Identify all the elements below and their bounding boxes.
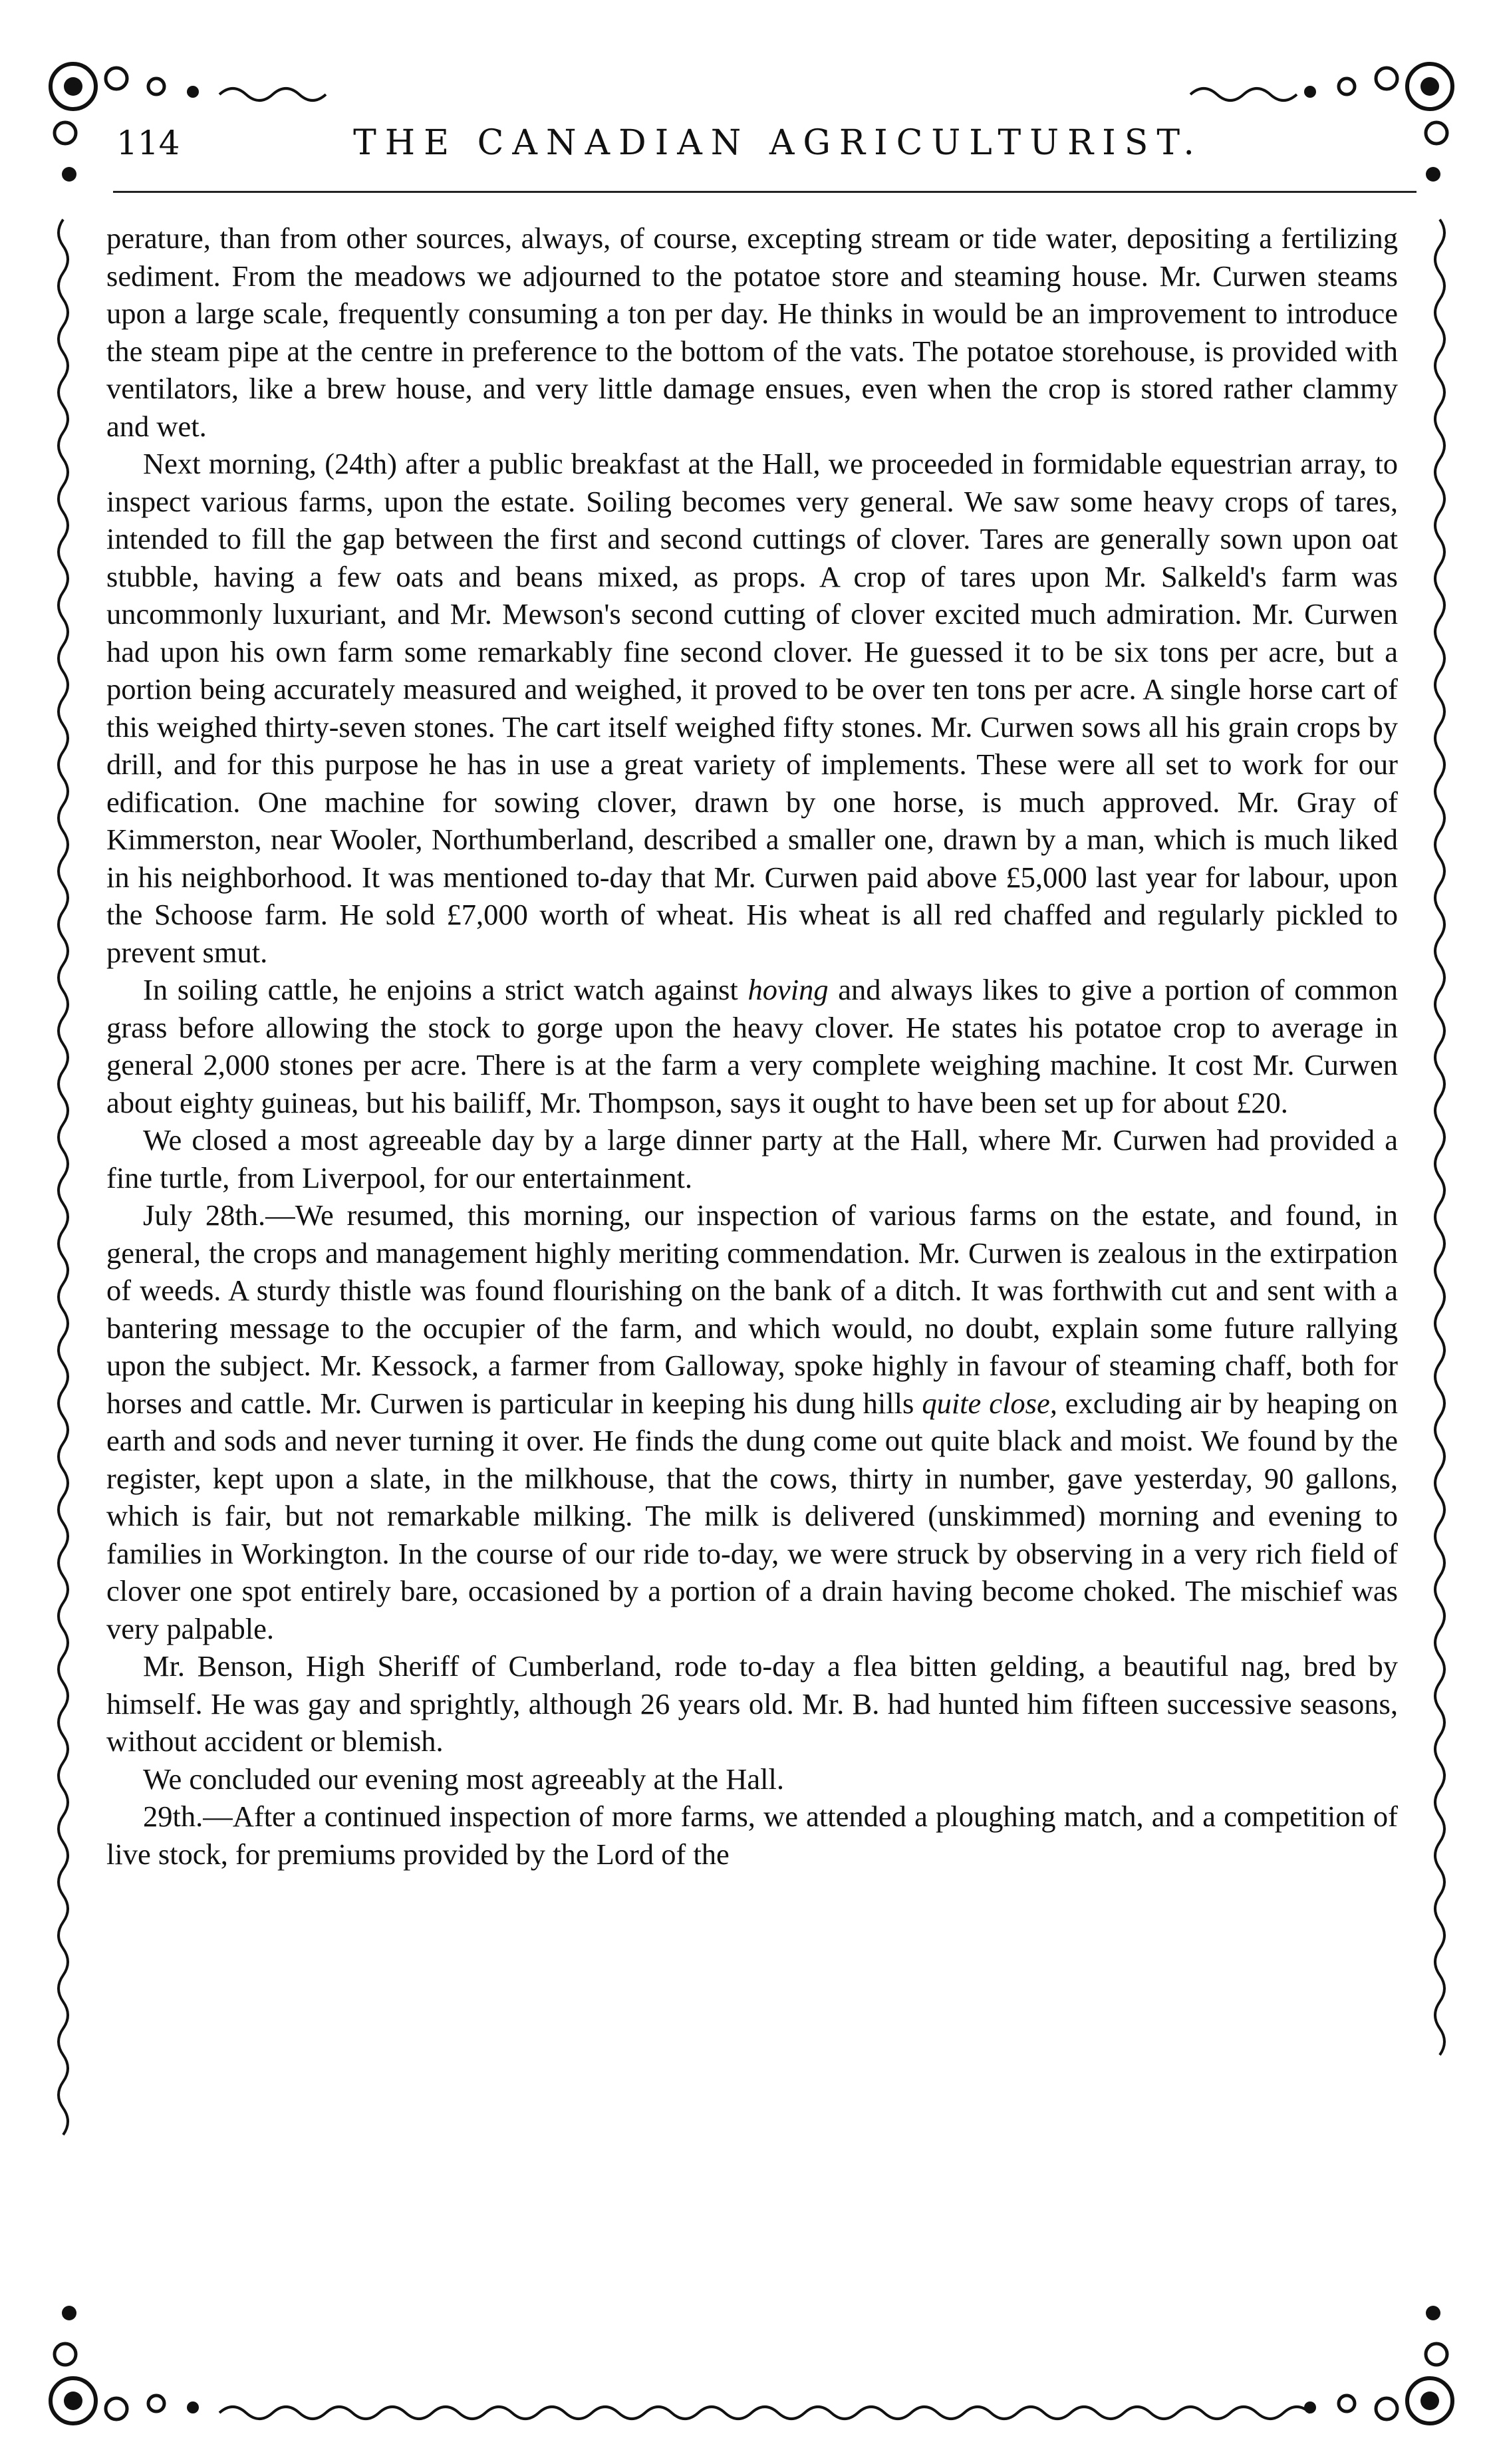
paragraph-1: perature, than from other sources, always, of course, excepting stream or tide water, depositing a fertilizing sediment. From the meadows we adjourned to the potatoe store and steaming house. Mr. Curwen steams upon a large scale, frequently consuming a ton per day. He thinks in would be an improvement to introduce the steam pipe at the centre in preference to the bottom of the vats. The potatoe storehouse, is provided with ventilators, like a brew house, and very little damage ensues, even when the crop is stored rather clammy and wet. — [106, 221, 1398, 443]
article-body — [106, 219, 1398, 2407]
page-number: 114 — [116, 124, 180, 162]
paragraph-2: Next morning, (24th) after a public breakfast at the Hall, we proceeded in formidable equestrian array, to inspect various farms, upon the estate. Soiling becomes very general. We saw some heavy crops of tares, intended to fill the gap between the first and second cuttings of clover. Tares are generally sown upon oat stubble, having a few oats and beans mixed, as props. A crop of tares upon Mr. Salkeld's farm was uncommonly luxuriant, and Mr. Mewson's second cutting of clover excited much admiration. Mr. Curwen had upon his own farm some remarkably fine second clover. He guessed it to be six tons per acre, but a portion being accurately measured and weighed, it proved to be over ten tons per acre. A single horse cart of this weighed thirty-seven stones. The cart itself weighed fifty stones. Mr. Curwen sows all his grain crops by drill, and for this purpose he has in use a great variety of implements. These were all set to work for our edification. One machine for sowing clover, drawn by one horse, is much approved. Mr. Gray of Kimmerston, near Wooler, Northumberland, described a smaller one, drawn by a man, which is much liked in his neighborhood. It was mentioned to-day that Mr. Curwen paid above £5,000 last year for labour, upon the Schoose farm. He sold £7,000 worth of wheat. His wheat is all red chaffed and regularly pickled to prevent smut. — [106, 447, 1398, 969]
paragraph-5-after: excluding air by heaping on earth and sods and never turning it over. He finds the dung come out quite black and moist. We found by the register, kept upon a slate, in the milkhouse, that the cows, thirty in number, gave yesterday, 90 gallons, which is fair, but not remarkable milking. The milk is delivered (unskimmed) morning and evening to families in Workington. In the course of our ride to-day, we were struck by observing in a very rich field of clover one spot entirely bare, occasioned by a portion of a drain having become choked. The mischief was very palpable. — [106, 1386, 1398, 1645]
top-border-wave-right — [1190, 88, 1297, 100]
paragraph-5 — [106, 1196, 1398, 1647]
paragraph-7: We concluded our evening most agreeably at the Hall. — [143, 1762, 784, 1796]
paragraph-3-after: and always likes to give a portion of common grass before allowing the stock to gorge upon the heavy clover. He states his potatoe crop to average in general 2,000 stones per acre. There is at the farm a very complete weighing machine. It cost Mr. Curwen about eighty guineas, but his bailiff, Mr. Thompson, says it ought to have been set up for about £20. — [106, 973, 1398, 1119]
bottom-border-wave — [219, 2407, 1310, 2419]
top-border-wave — [219, 88, 326, 100]
paragraph-3-emphasis: hoving — [747, 973, 829, 1006]
paragraph-3 — [106, 971, 1398, 1121]
paragraph-3-before: In soiling cattle, he enjoins a strict watch against — [143, 973, 748, 1006]
paragraph-5-before: July 28th.—We resumed, this morning, our inspection of various farms on the estate, and found, in general, the crops and management highly meriting commendation. Mr. Curwen is zealous in the extirpation of weeds. A sturdy thistle was found flourishing on the bank of a ditch. It was forthwith cut and sent with a bantering message to the occupier of the farm, and which would, no doubt, explain some future rallying upon the subject. Mr. Kessock, a farmer from Galloway, spoke highly in favour of steaming chaff, both for horses and cattle. Mr. Curwen is particular in keeping his dung hills — [106, 1198, 1398, 1420]
right-border-wave — [1435, 219, 1444, 2055]
paragraph-4: We closed a most agreeable day by a large dinner party at the Hall, where Mr. Curwen had provided a fine turtle, from Liverpool, for our entertainment. — [106, 1123, 1398, 1194]
header-rule — [113, 191, 1417, 193]
paragraph-5-emphasis: quite close, — [922, 1386, 1057, 1420]
left-border-wave — [59, 219, 68, 2135]
paragraph-6: Mr. Benson, High Sheriff of Cumberland, rode to-day a flea bitten gelding, a beautiful nag, bred by himself. He was gay and sprightly, although 26 years old. Mr. B. had hunted him fifteen successive seasons, without accident or blemish. — [106, 1649, 1398, 1758]
paragraph-8: 29th.—After a continued inspection of more farms, we attended a ploughing match, and a competition of live stock, for premiums provided by the Lord of the — [106, 1800, 1398, 1871]
running-title: THE CANADIAN AGRICULTURIST. — [353, 123, 1203, 163]
page-header — [116, 113, 1413, 173]
